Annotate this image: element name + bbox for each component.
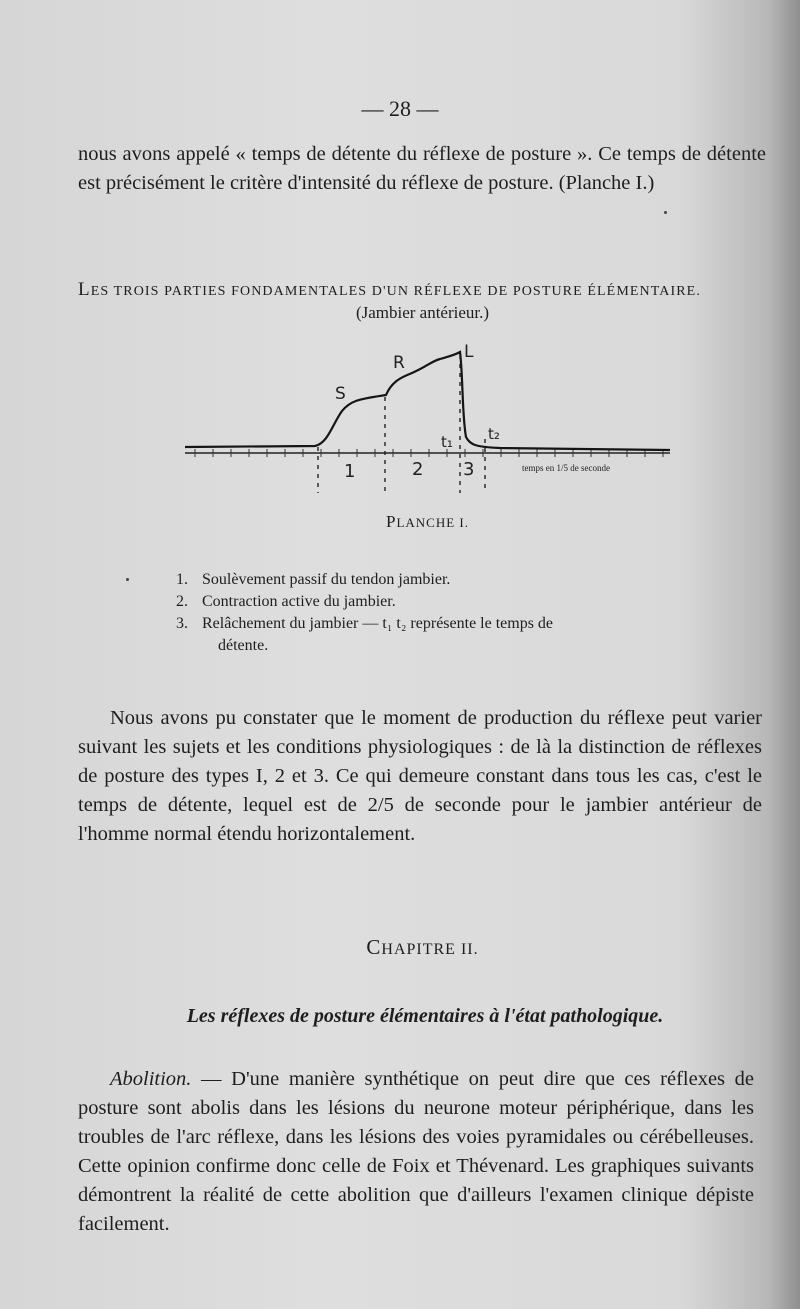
print-speck <box>126 578 129 581</box>
legend-text: Soulèvement passif du tendon jambier. <box>202 571 451 588</box>
chapter-rest: HAPITRE II. <box>381 941 479 958</box>
legend-number: 3. <box>176 615 188 632</box>
segment-label-2: 2 <box>412 459 424 480</box>
legend-continuation: détente. <box>218 637 269 654</box>
segment-label-1: 1 <box>344 461 356 482</box>
plate-rest: LANCHE I. <box>396 515 469 530</box>
figure-title <box>78 279 768 301</box>
print-speck <box>664 211 667 214</box>
abolition-paragraph <box>78 1065 754 1239</box>
page-number: — 28 — <box>361 96 439 121</box>
segment-label-3: 3 <box>463 459 475 480</box>
chapter-initial: C <box>366 935 382 959</box>
plate-initial: P <box>385 512 397 531</box>
legend-item <box>176 569 676 591</box>
curve-label-r: R <box>393 353 405 373</box>
curve-label-t1: t₁ <box>441 433 453 451</box>
figure-subtitle: (Jambier antérieur.) <box>355 303 490 322</box>
abolition-text: — D'une manière synthétique on peut dire que ces réflexes de posture sont abolis dans les lésions du neurone moteur périphérique, dans les troubles de l'arc réflexe, dans les lésions des voies pyramidales ou cérébelleuses. Cette opinion confirme donc celle de Foix et Thévenard. Les graphiques suivants démontrent la réalité de cette abolition que d'ailleurs l'examen clinique dépiste facilement. <box>78 1068 754 1235</box>
axis-caption: temps en 1/5 de seconde <box>522 463 610 473</box>
legend-text: Relâchement du jambier — t₁ t₂ représente le temps de <box>202 615 554 632</box>
figure-title-initial: L <box>78 279 91 300</box>
legend-number: 2. <box>176 593 188 610</box>
abolition-lead: Abolition. <box>110 1068 192 1090</box>
legend-text: Contraction active du jambier. <box>202 593 396 610</box>
plate-caption <box>0 512 800 532</box>
main-paragraph-text: Nous avons pu constater que le moment de production du réflexe peut varier suivant les sujets et les conditions physiologiques : de là la distinction de réflexes de posture des types I, 2 et 3. Ce qui demeure constant dans tous les cas, c'est le temps de détente, lequel est de 2/5 de seconde pour le jambier antérieur de l'homme normal étendu horizontalement. <box>78 707 762 845</box>
reflex-curve <box>185 352 670 450</box>
main-paragraph <box>78 704 762 849</box>
intro-paragraph: nous avons appelé « temps de détente du réflexe de posture ». Ce temps de détente est précisément le critère d'intensité du réflexe de posture. (Planche I.) <box>78 143 766 194</box>
legend-number: 1. <box>176 571 188 588</box>
curve-label-t2: t₂ <box>488 425 500 443</box>
legend-item <box>176 613 676 657</box>
curve-label-s: S <box>335 384 346 404</box>
figure-legend <box>176 569 676 657</box>
reflex-curve-figure <box>180 335 670 500</box>
curve-label-l: L <box>464 342 474 362</box>
legend-item <box>176 591 676 613</box>
chapter-heading <box>0 935 800 960</box>
figure-title-rest: ES TROIS PARTIES FONDAMENTALES D'UN RÉFLEXE DE POSTURE ÉLÉMENTAIRE. <box>90 284 701 299</box>
section-heading: Les réflexes de posture élémentaires à l'état pathologique. <box>186 1005 664 1027</box>
